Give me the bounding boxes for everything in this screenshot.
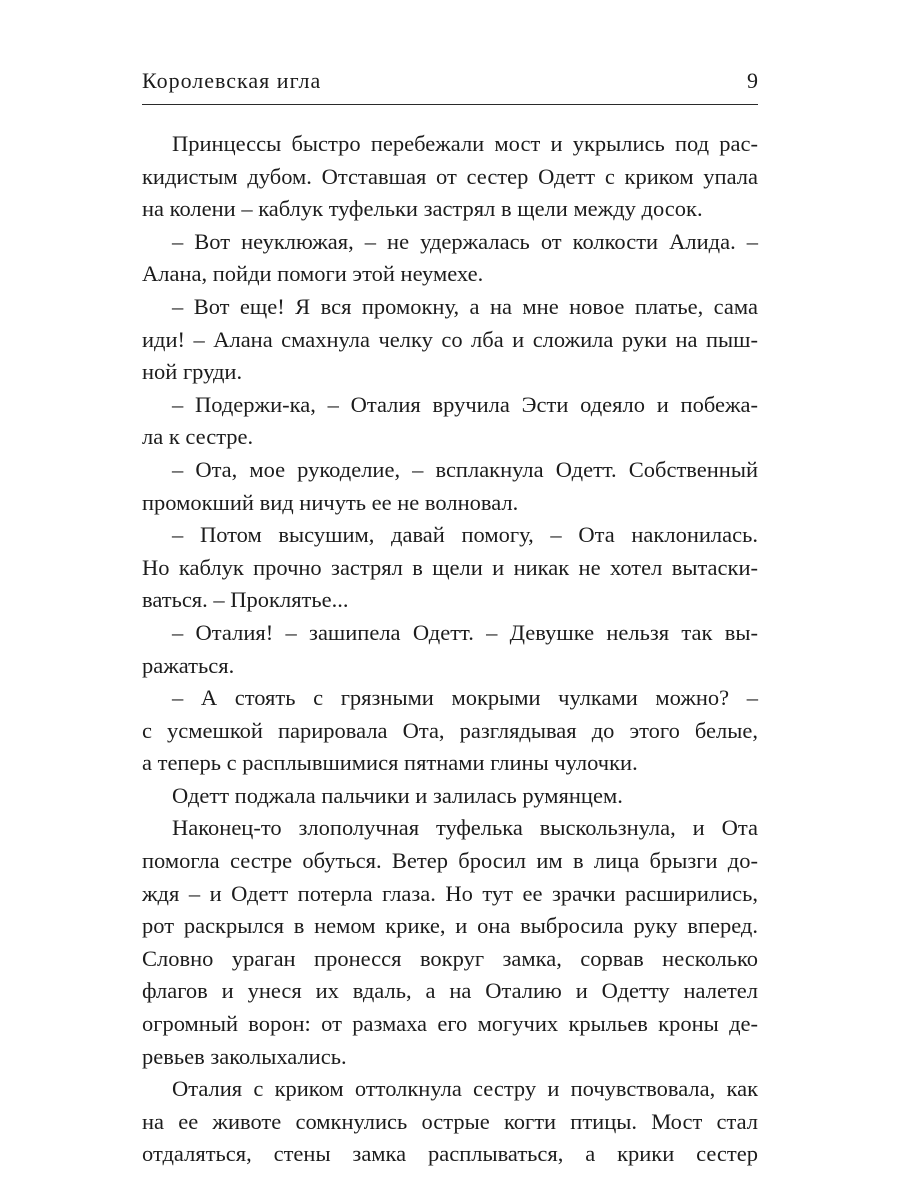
body-text <box>142 128 758 1171</box>
text-line: промокший вид ничуть ее не волновал. <box>142 489 519 515</box>
text-line: Принцессы быстро перебежали мост и укрылись под рас- <box>172 131 758 156</box>
text-line: флагов и унеся их вдаль, а на Оталию и Одетту налетел <box>142 978 758 1004</box>
text-line: огромный ворон: от размаха его могучих крыльев кроны де- <box>142 1011 758 1037</box>
text-line: кидистым дубом. Отставшая от сестер Одетт с криком упала <box>142 163 758 189</box>
text-line: ждя – и Одетт потерла глаза. Но тут ее зрачки расширились, <box>142 880 758 906</box>
text-line: Одетт поджала пальчики и залилась румянцем. <box>172 782 623 808</box>
text-line: – А стоять с грязными мокрыми чулками можно? – <box>172 685 758 711</box>
text-line: ной груди. <box>142 359 243 385</box>
text-line: – Ота, мое рукоделие, – всплакнула Одетт. Собственный <box>172 456 758 482</box>
text-line: ревьев заколыхались. <box>142 1043 347 1069</box>
text-line: ла к сестре. <box>142 424 254 450</box>
text-line: отдаляться, стены замка расплываться, а крики сестер <box>142 1141 758 1167</box>
text-line: ваться. – Проклятье... <box>142 587 349 613</box>
page-number: 9 <box>747 68 758 93</box>
text-line: ражаться. <box>142 652 235 678</box>
text-line: а теперь с расплывшимися пятнами глины чулочки. <box>142 750 638 776</box>
text-line: рот раскрылся в немом крике, и она выбросила руку вперед. <box>142 913 758 939</box>
text-line: Но каблук прочно застрял в щели и никак не хотел вытаски- <box>142 554 758 580</box>
running-title: Королевская игла <box>142 68 322 93</box>
text-line: иди! – Алана смахнула челку со лба и сложила руки на пыш- <box>142 326 758 352</box>
text-line: Оталия с криком оттолкнула сестру и почувствовала, как <box>172 1076 758 1102</box>
text-line: помогла сестре обуться. Ветер бросил им в лица брызги до- <box>142 848 758 874</box>
text-line: с усмешкой парировала Ота, разглядывая до этого белые, <box>142 717 758 743</box>
text-line: Алана, пойди помоги этой неумехе. <box>142 261 484 287</box>
text-line: Наконец-то злополучная туфелька выскользнула, и Ота <box>172 815 758 841</box>
text-line: на ее животе сомкнулись острые когти птицы. Мост стал <box>142 1108 758 1134</box>
text-line: – Оталия! – зашипела Одетт. – Девушке нельзя так вы- <box>172 619 758 645</box>
text-line: на колени – каблук туфельки застрял в щели между досок. <box>142 196 703 222</box>
running-head <box>142 66 758 100</box>
text-line: Словно ураган пронесся вокруг замка, сорвав несколько <box>142 945 758 971</box>
header-rule <box>142 104 758 105</box>
text-line: – Потом высушим, давай помогу, – Ота наклонилась. <box>172 522 758 548</box>
text-line: – Вот еще! Я вся промокну, а на мне новое платье, сама <box>172 293 758 319</box>
text-line: – Вот неуклюжая, – не удержалась от колкости Алида. – <box>172 228 758 254</box>
text-line: – Подержи-ка, – Оталия вручила Эсти одеяло и побежа- <box>172 391 758 417</box>
